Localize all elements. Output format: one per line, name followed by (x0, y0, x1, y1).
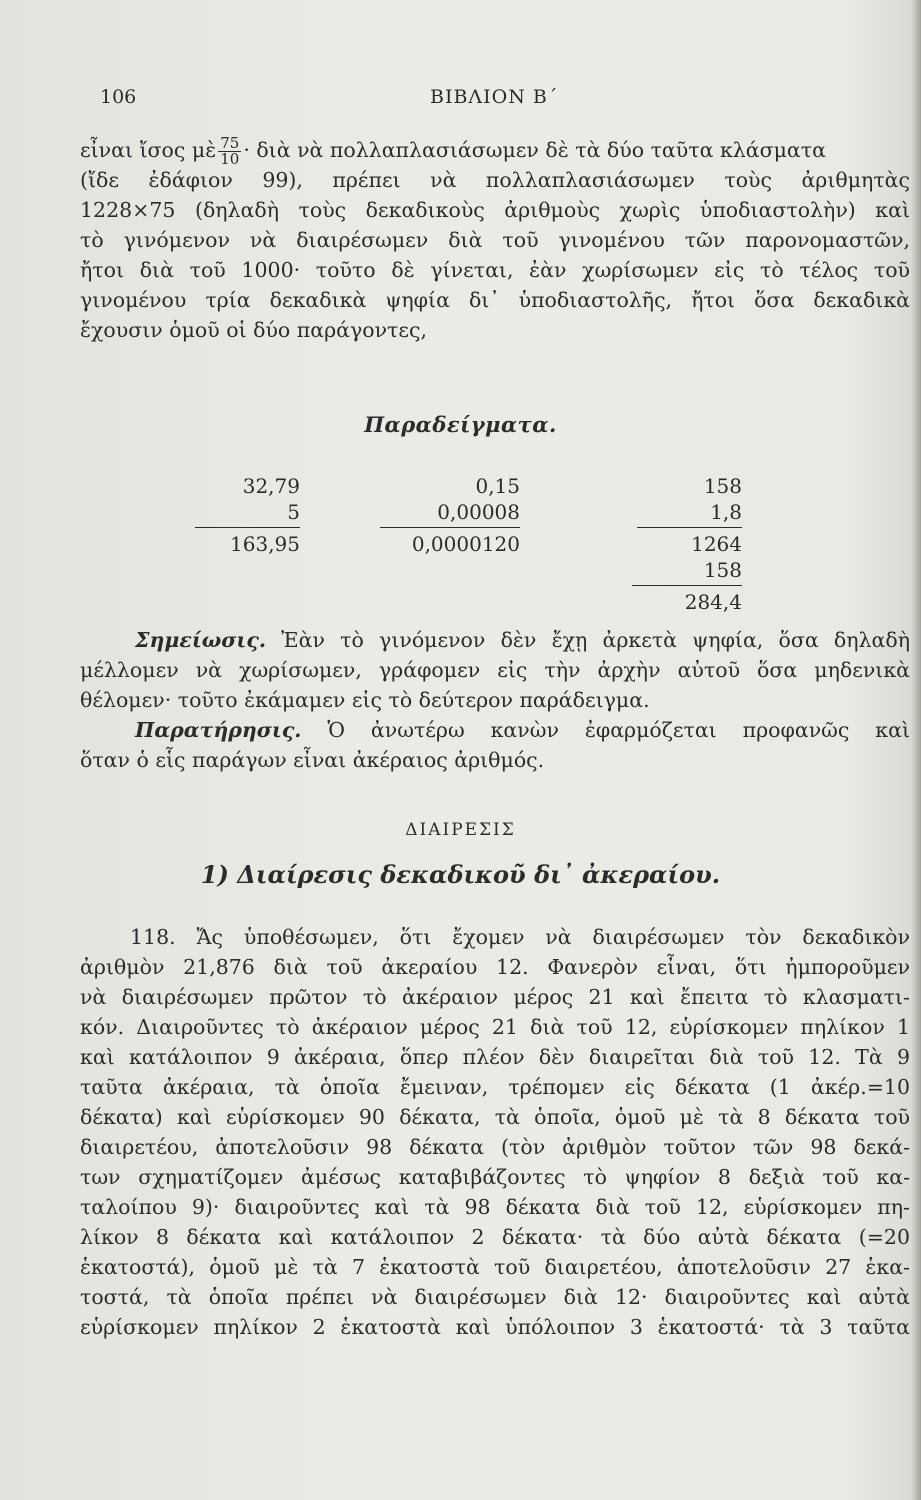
fraction (218, 136, 241, 165)
product: 0,0000120 (411, 532, 520, 556)
page-edge-shadow (911, 0, 921, 1500)
text-line: λίκον 8 δέκατα καὶ κατάλοιπον 2 δέκατα· τὰ δύο αὐτὰ δέκατα (=20 (80, 1225, 910, 1249)
text-line: τὸ γινόμενον νὰ διαιρέσωμεν διὰ τοῦ γινομένου τῶν παρονομαστῶν, (80, 228, 910, 252)
intro-paragraph (80, 135, 910, 345)
example-2 (370, 474, 520, 564)
running-head: ΒΙΒΛΙΟΝ Β΄ (430, 86, 559, 108)
text-fragment: εἶναι ἴσος μὲ (80, 138, 217, 162)
partial-product: 158 (703, 558, 742, 582)
page-number: 106 (100, 86, 137, 108)
product: 284,4 (684, 590, 742, 614)
example-3 (630, 474, 742, 634)
page-header (0, 86, 921, 116)
product-rule (380, 527, 520, 528)
section-heading: ΔΙΑΙΡΕΣΙΣ (405, 820, 516, 840)
note-line (80, 625, 910, 655)
text-line: ταῦτα ἀκέραια, τὰ ὁποῖα ἔμειναν, τρέπομεν εἰς δέκατα (1 ἀκέρ.=10 (80, 1075, 910, 1099)
text-fragment: Ἐὰν τὸ γινόμενον δὲν ἔχῃ ἀρκετὰ ψηφία, ὅσα δηλαδὴ (265, 628, 910, 652)
text-line: ἀριθμὸν 21,876 διὰ τοῦ ἀκεραίου 12. Φανερὸν εἶναι, ὅτι ἠμποροῦμεν (80, 955, 910, 979)
text-line: (ἴδε ἐδάφιον 99), πρέπει νὰ πολλαπλασιάσωμεν τοὺς ἀριθμητὰς (80, 168, 910, 192)
product-rule (195, 527, 300, 528)
multiplicand: 158 (703, 474, 742, 498)
notes-block (80, 625, 910, 775)
text-line: ταλοίπου 9)· διαιροῦντες καὶ τὰ 98 δέκατα διὰ τοῦ 12, εὑρίσκομεν πη- (80, 1195, 910, 1219)
text-line (80, 135, 910, 165)
text-line: 118. Ἄς ὑποθέσωμεν, ὅτι ἔχομεν νὰ διαιρέσωμεν τὸν δεκαδικὸν (130, 925, 910, 949)
multiplicand: 0,15 (475, 474, 520, 498)
text-line: εὑρίσκομεν πηλίκον 2 ἑκατοστὰ καὶ ὑπόλοιπον 3 ἑκατοστά· τὰ 3 ταῦτα (80, 1315, 910, 1339)
text-line: γινομένου τρία δεκαδικὰ ψηφία δι᾿ ὑποδιαστολῆς, ἤτοι ὅσα δεκαδικὰ (80, 288, 910, 312)
note-label: Σημείωσις. (135, 628, 266, 652)
text-line: νὰ διαιρέσωμεν πρῶτον τὸ ἀκέραιον μέρος 21 καὶ ἔπειτα τὸ κλασματι- (80, 985, 910, 1009)
body-paragraph (80, 922, 910, 1342)
text-line: 1228×75 (δηλαδὴ τοὺς δεκαδικοὺς ἀριθμοὺς χωρὶς ὑποδιαστολὴν) καὶ (80, 198, 910, 222)
fraction-numerator: 75 (220, 135, 240, 152)
partial-product: 1264 (691, 532, 742, 556)
multiplier: 5 (287, 500, 300, 524)
text-line: ἔχουσιν ὁμοῦ οἱ δύο παράγοντες, (80, 318, 428, 342)
text-fragment: Ὁ ἀνωτέρω κανὼν ἐφαρμόζεται προφανῶς καὶ (301, 718, 910, 742)
multiplier: 0,00008 (437, 500, 520, 524)
text-line: διαιρετέου, ἀποτελοῦσιν 98 δέκατα (τὸν ἀριθμὸν τοῦτον τῶν 98 δεκά- (80, 1135, 910, 1159)
fraction-denominator: 10 (220, 150, 240, 165)
text-line: μέλλομεν νὰ χωρίσωμεν, γράφομεν εἰς τὴν ἀρχὴν αὐτοῦ ὅσα μηδενικὰ (80, 658, 910, 682)
examples-title: Παραδείγματα. (364, 412, 557, 437)
text-line: ἑκατοστά), ὁμοῦ μὲ τὰ 7 ἑκατοστὰ τοῦ διαιρετέου, ἀποτελοῦσιν 27 ἑκα- (80, 1255, 910, 1279)
multiplicand: 32,79 (242, 474, 300, 498)
sum-rule (632, 585, 742, 586)
multiplier: 1,8 (710, 500, 742, 524)
text-line: τοστά, τὰ ὁποῖα πρέπει νὰ διαιρέσωμεν διὰ 12· διαιροῦντες καὶ αὐτὰ (80, 1285, 910, 1309)
text-fragment: · διὰ νὰ πολλαπλασιάσωμεν δὲ τὰ δύο ταῦτα κλάσματα (243, 138, 826, 162)
text-line: κόν. Διαιροῦντες τὸ ἀκέραιον μέρος 21 διὰ τοῦ 12, εὑρίσκομεν πηλίκον 1 (80, 1015, 910, 1039)
example-1 (190, 474, 300, 564)
text-line: δέκατα) καὶ εὑρίσκομεν 90 δέκατα, τὰ ὁποῖα, ὁμοῦ μὲ τὰ 8 δέκατα τοῦ (80, 1105, 910, 1129)
product: 163,95 (230, 532, 300, 556)
text-line: καὶ κατάλοιπον 9 ἀκέραια, ὅπερ πλέον δὲν διαιρεῖται διὰ τοῦ 12. Τὰ 9 (80, 1045, 910, 1069)
subsection-title: 1) Διαίρεσις δεκαδικοῦ δι᾿ ἀκεραίου. (200, 860, 721, 889)
text-line: ἤτοι διὰ τοῦ 1000· τοῦτο δὲ γίνεται, ἐὰν χωρίσωμεν εἰς τὸ τέλος τοῦ (80, 258, 910, 282)
remark-label: Παρατήρησις. (135, 718, 302, 742)
text-line: των σχηματίζομεν ἀμέσως καταβιβάζοντες τὸ ψηφίον 8 δεξιὰ τοῦ κα- (80, 1165, 910, 1189)
remark-line (80, 715, 910, 745)
product-rule (637, 527, 742, 528)
text-line: θέλομεν· τοῦτο ἐκάμαμεν εἰς τὸ δεύτερον παράδειγμα. (80, 688, 650, 712)
text-line: ὅταν ὁ εἷς παράγων εἶναι ἀκέραιος ἀριθμός. (80, 748, 545, 772)
